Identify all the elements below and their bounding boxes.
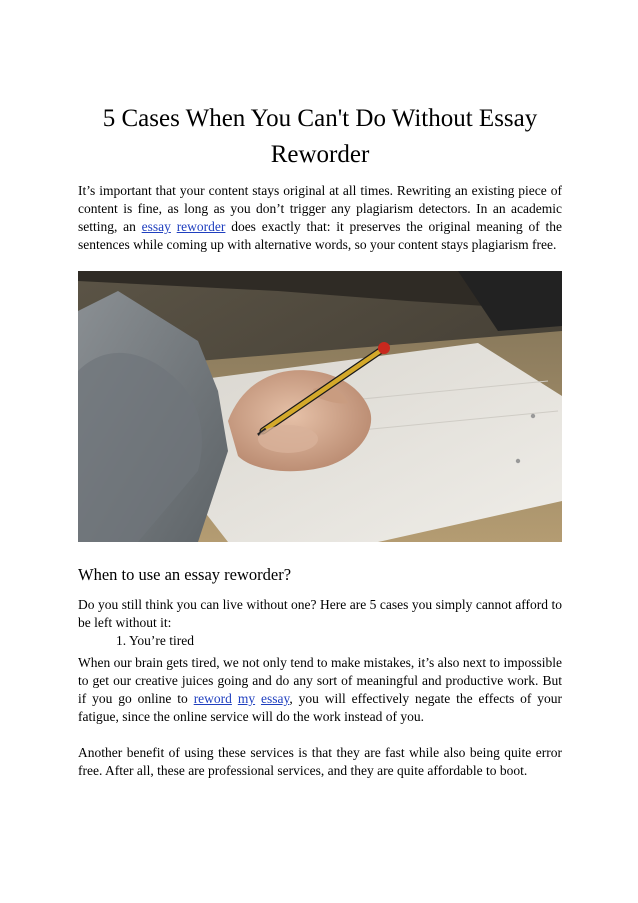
photo-hand-writing-pencil-icon (78, 271, 562, 542)
body1-text-after: , you will effectively negate the effects of your fatigue, since the online service will do the work instead of you. (78, 691, 562, 724)
intro-text-after: does exactly that: it preserves the original meaning of the sentences while coming up with alternative words, so your content stays plagiarism free. (78, 219, 563, 252)
body-paragraph-2: Another benefit of using these services is that they are fast while also being quite error free. After all, these are professional services, and they are quite affordable to boot. (78, 745, 562, 778)
list-item: 1. You’re tired (116, 633, 194, 648)
essay-link-2[interactable]: essay (260, 691, 290, 706)
section-heading: When to use an essay reworder? (78, 565, 292, 584)
reworder-link[interactable]: reworder (176, 219, 226, 234)
page-title: 5 Cases When You Can't Do Without Essay Reworder (102, 105, 538, 168)
my-link[interactable]: my (237, 691, 256, 706)
intro-text-before: It’s important that your content stays original at all times. Rewriting an existing piece of content is fine, as long as you don’t trigger any plagiarism detectors. In an academic setting, an (78, 183, 562, 234)
body1-text-before: When our brain gets tired, we not only tend to make mistakes, it’s also next to impossible to get our creative juices going and do any sort of meaningful and productive work. But if you go online to (78, 655, 562, 706)
section-intro-paragraph: Do you still think you can live without one? Here are 5 cases you simply cannot afford to be left without it: (78, 597, 562, 630)
reword-link[interactable]: reword (193, 691, 232, 706)
intro-paragraph (78, 182, 562, 254)
hand-writing-photo (78, 271, 562, 542)
essay-link[interactable]: essay (141, 219, 171, 234)
body-paragraph-1 (78, 654, 562, 726)
